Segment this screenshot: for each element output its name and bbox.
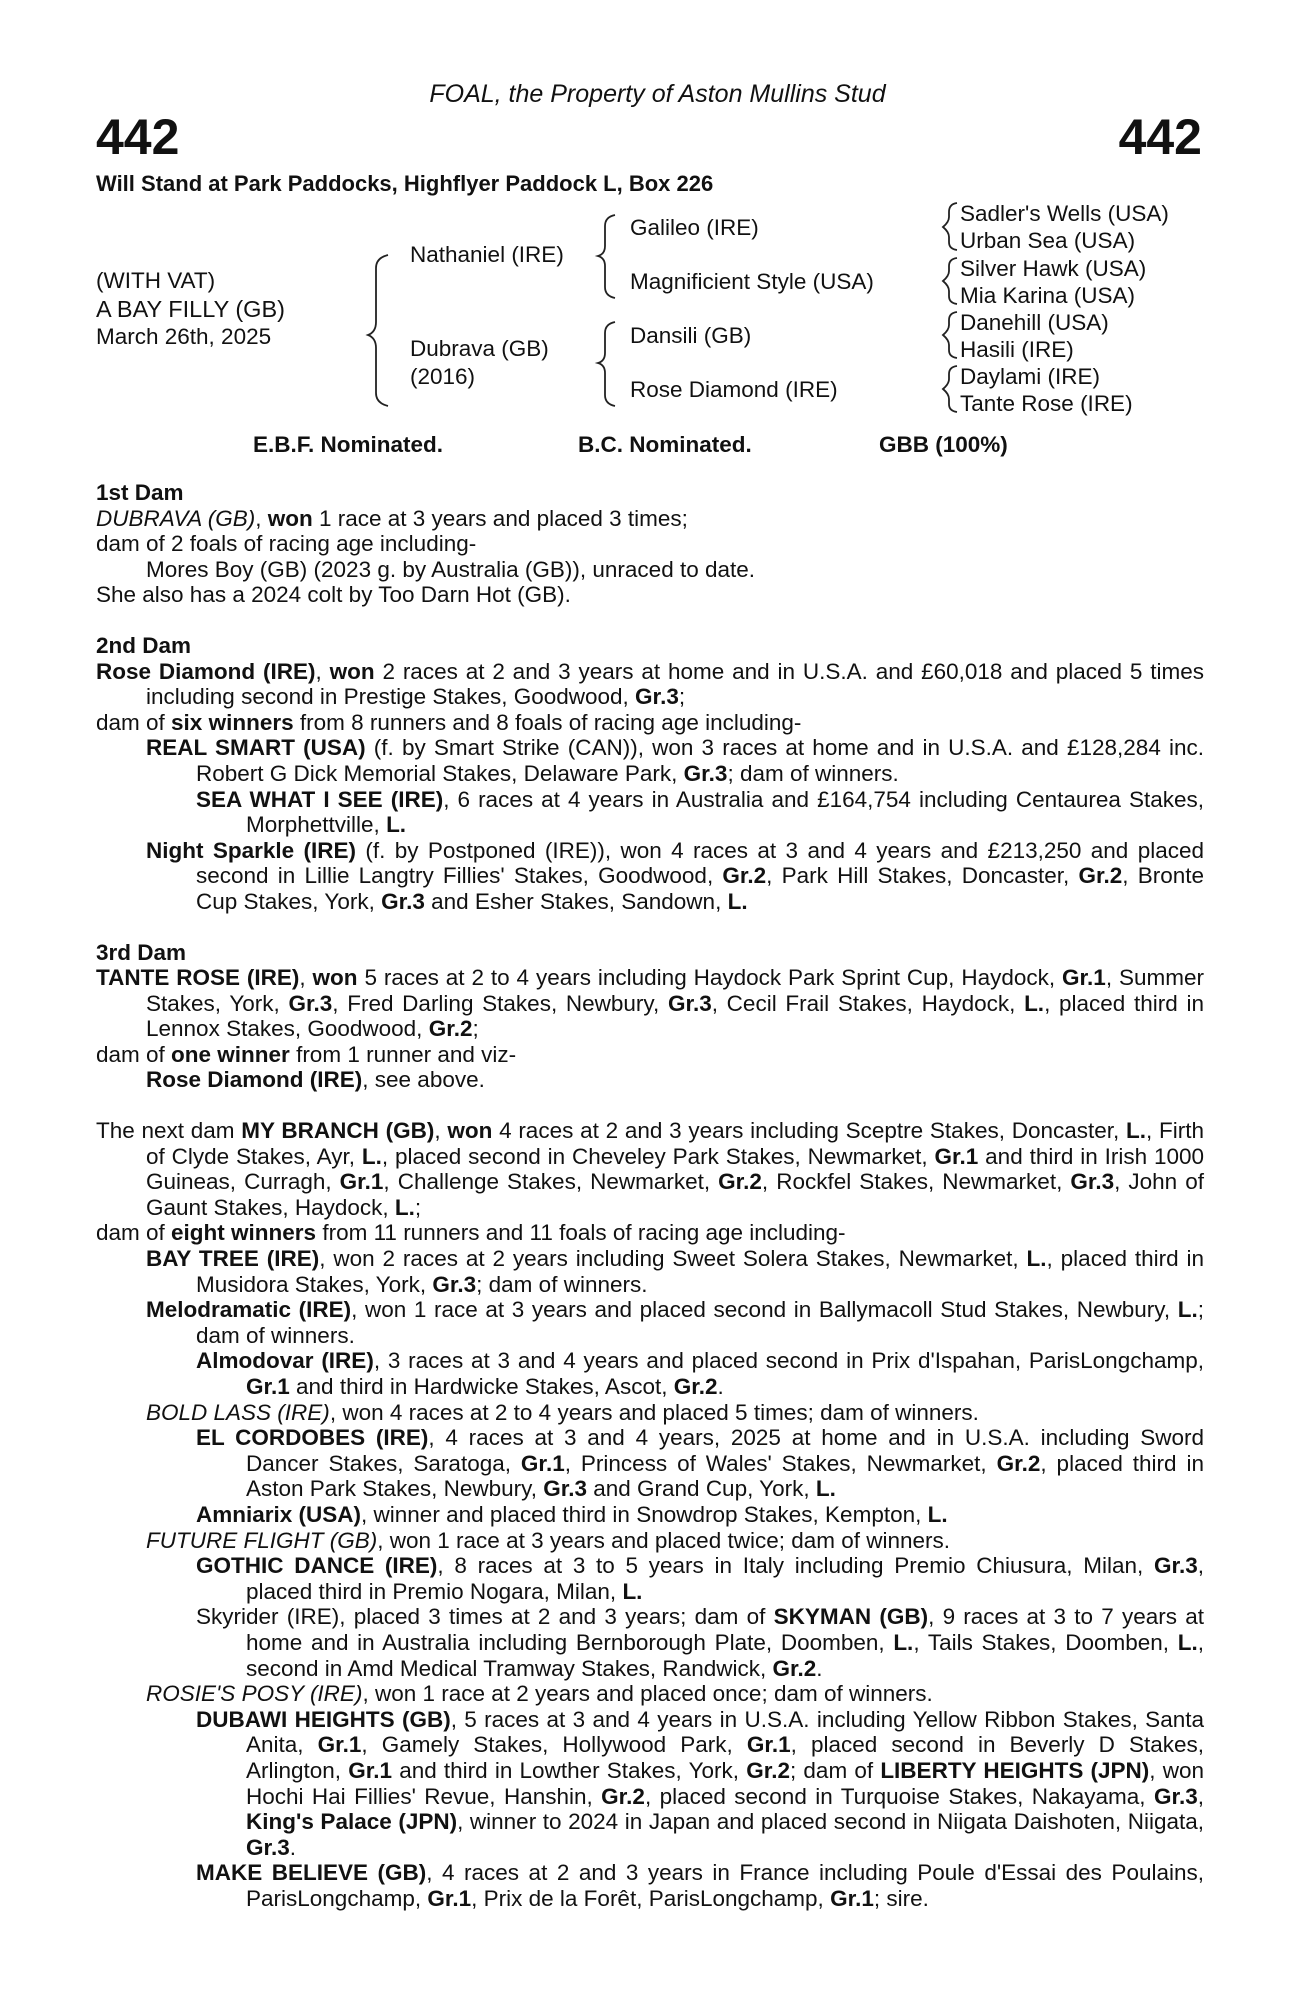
bc-nomination: B.C. Nominated. bbox=[578, 432, 752, 457]
brace-sd bbox=[943, 258, 957, 304]
ped-dss: Danehill (USA) bbox=[960, 310, 1109, 335]
ebf-nomination: E.B.F. Nominated. bbox=[253, 432, 444, 457]
ped-sss: Sadler's Wells (USA) bbox=[960, 201, 1169, 226]
dam-name: Dubrava (GB) bbox=[410, 336, 549, 361]
next-dam-section bbox=[96, 1118, 1204, 1911]
first-dam-foal: Mores Boy (GB) (2023 g. by Australia (GB)), unraced to date. bbox=[146, 556, 756, 582]
produce-rose-diamond: Rose Diamond (IRE), see above. bbox=[146, 1067, 485, 1093]
produce-sea-what-i-see: SEA WHAT I SEE (IRE), 6 races at 4 years in Australia and £164,754 including Centaurea Stakes, Morphettville, L. bbox=[196, 786, 1204, 838]
first-dam-section bbox=[96, 480, 1204, 608]
pedigree-notes bbox=[96, 480, 1204, 1911]
produce-almodovar: Almodovar (IRE), 3 races at 3 and 4 years and placed second in Prix d'Ispahan, ParisLongchamp, Gr.1 and third in Hardwicke Stakes, Ascot, Gr.2. bbox=[196, 1348, 1204, 1399]
produce-bold-lass: BOLD LASS (IRE), won 4 races at 2 to 4 years and placed 5 times; dam of winners. bbox=[146, 1399, 979, 1425]
first-dam-produce-line: dam of 2 foals of racing age including- bbox=[96, 531, 477, 557]
brace-sire bbox=[598, 215, 615, 298]
vat-label: (WITH VAT) bbox=[96, 268, 216, 293]
foal-name: A BAY FILLY (GB) bbox=[96, 296, 285, 322]
second-dam-heading: 2nd Dam bbox=[96, 632, 192, 658]
ped-ddd: Tante Rose (IRE) bbox=[960, 391, 1133, 416]
produce-el-cordobes: EL CORDOBES (IRE), 4 races at 3 and 4 years, 2025 at home and in U.S.A. including Sword Dancer Stakes, Saratoga, Gr.1, Princess of Wales' Stakes, Newmarket, Gr.2, placed third in Aston Park Stakes, Newbury, Gr.3 and Grand Cup, York, L. bbox=[196, 1425, 1204, 1502]
third-dam-produce: dam of one winner from 1 runner and viz- bbox=[96, 1041, 517, 1067]
ped-dsd: Hasili (IRE) bbox=[960, 337, 1074, 362]
next-dam-record: The next dam MY BRANCH (GB), won 4 races at 2 and 3 years including Sceptre Stakes, Doncaster, L., Firth of Clyde Stakes, Ayr, L., placed second in Cheveley Park Stakes, Newmarket, Gr.1 and third in Irish 1000 Guineas, Curragh, Gr.1, Challenge Stakes, Newmarket, Gr.2, Rockfel Stakes, Newmarket, Gr.3, John of Gaunt Stakes, Haydock, L.; bbox=[96, 1118, 1204, 1220]
first-dam-note: She also has a 2024 colt by Too Darn Hot (GB). bbox=[96, 582, 571, 608]
gbb-badge: GBB (100%) bbox=[879, 432, 1008, 457]
foal-dob: March 26th, 2025 bbox=[96, 324, 272, 349]
third-dam-heading: 3rd Dam bbox=[96, 939, 187, 965]
first-dam-line: DUBRAVA (GB), won 1 race at 3 years and placed 3 times; bbox=[96, 505, 688, 531]
produce-real-smart: REAL SMART (USA) (f. by Smart Strike (CAN)), won 3 races at home and in U.S.A. and £128,284 inc. Robert G Dick Memorial Stakes, Delaware Park, Gr.3; dam of winners. bbox=[146, 735, 1204, 786]
brace-dam bbox=[598, 322, 615, 406]
brace-ss bbox=[943, 203, 957, 250]
lot-number-left: 442 bbox=[96, 109, 180, 165]
third-dam-record: TANTE ROSE (IRE), won 5 races at 2 to 4 years including Haydock Park Sprint Cup, Haydock, Gr.1, Summer Stakes, York, Gr.3, Fred Darling Stakes, Newbury, Gr.3, Cecil Frail Stakes, Haydock, L., placed third in Lennox Stakes, Goodwood, Gr.2; bbox=[96, 965, 1204, 1042]
stabling-line: Will Stand at Park Paddocks, Highflyer Paddock L, Box 226 bbox=[96, 171, 714, 196]
produce-gothic-dance: GOTHIC DANCE (IRE), 8 races at 3 to 5 years in Italy including Premio Chiusura, Milan, Gr.3, placed third in Premio Nogara, Milan, L. bbox=[196, 1553, 1204, 1604]
next-dam-produce: dam of eight winners from 11 runners and 11 foals of racing age including- bbox=[96, 1220, 846, 1246]
sire-name: Nathaniel (IRE) bbox=[410, 242, 564, 267]
produce-melodramatic: Melodramatic (IRE), won 1 race at 3 years and placed second in Ballymacoll Stud Stakes, Newbury, L.; dam of winners. bbox=[146, 1297, 1204, 1348]
lot-number-right: 442 bbox=[1118, 109, 1202, 165]
produce-make-believe: MAKE BELIEVE (GB), 4 races at 2 and 3 years in France including Poule d'Essai des Poulains, ParisLongchamp, Gr.1, Prix de la Forêt, ParisLongchamp, Gr.1; sire. bbox=[196, 1860, 1204, 1911]
dam-dam: Rose Diamond (IRE) bbox=[630, 377, 838, 402]
produce-amniarix: Amniarix (USA), winner and placed third in Snowdrop Stakes, Kempton, L. bbox=[196, 1501, 948, 1527]
ped-dds: Daylami (IRE) bbox=[960, 364, 1101, 389]
sire-sire: Galileo (IRE) bbox=[630, 215, 759, 240]
brace-ds bbox=[943, 312, 957, 358]
consignor-line: FOAL, the Property of Aston Mullins Stud bbox=[429, 80, 886, 108]
produce-night-sparkle: Night Sparkle (IRE) (f. by Postponed (IRE)), won 4 races at 3 and 4 years and £213,250 and placed second in Lillie Langtry Fillies' Stakes, Goodwood, Gr.2, Park Hill Stakes, Doncaster, Gr.2, Bronte Cup Stakes, York, Gr.3 and Esher Stakes, Sandown, L. bbox=[146, 837, 1204, 914]
brace-main bbox=[368, 255, 388, 406]
first-dam-heading: 1st Dam bbox=[96, 480, 184, 505]
dam-year: (2016) bbox=[410, 364, 476, 389]
second-dam-produce: dam of six winners from 8 runners and 8 foals of racing age including- bbox=[96, 709, 802, 735]
brace-dd bbox=[943, 366, 957, 412]
ped-ssd: Urban Sea (USA) bbox=[960, 228, 1136, 253]
sire-dam: Magnificient Style (USA) bbox=[630, 269, 874, 294]
produce-bay-tree: BAY TREE (IRE), won 2 races at 2 years including Sweet Solera Stakes, Newmarket, L., placed third in Musidora Stakes, York, Gr.3; dam of winners. bbox=[146, 1246, 1204, 1297]
produce-rosies-posy: ROSIE'S POSY (IRE), won 1 race at 2 years and placed once; dam of winners. bbox=[146, 1681, 933, 1707]
ped-sdd: Mia Karina (USA) bbox=[960, 283, 1136, 308]
dam-name: DUBRAVA (GB) bbox=[96, 505, 256, 531]
produce-future-flight: FUTURE FLIGHT (GB), won 1 race at 3 years and placed twice; dam of winners. bbox=[146, 1527, 951, 1553]
second-dam-record: Rose Diamond (IRE), won 2 races at 2 and 3 years at home and in U.S.A. and £60,018 and placed 5 times including second in Prestige Stakes, Goodwood, Gr.3; bbox=[96, 658, 1204, 710]
second-dam-section bbox=[96, 633, 1204, 915]
produce-skyrider: Skyrider (IRE), placed 3 times at 2 and 3 years; dam of SKYMAN (GB), 9 races at 3 to 7 years at home and in Australia including Bernborough Plate, Doomben, L., Tails Stakes, Doomben, L., second in Amd Medical Tramway Stakes, Randwick, Gr.2. bbox=[196, 1604, 1204, 1681]
produce-dubawi-heights: DUBAWI HEIGHTS (GB), 5 races at 3 and 4 years in U.S.A. including Yellow Ribbon Stakes, Santa Anita, Gr.1, Gamely Stakes, Hollywood Park, Gr.1, placed second in Beverly D Stakes, Arlington, Gr.1 and third in Lowther Stakes, York, Gr.2; dam of LIBERTY HEIGHTS (JPN), won Hochi Hai Fillies' Revue, Hanshin, Gr.2, placed second in Turquoise Stakes, Nakayama, Gr.3, King's Palace (JPN), winner to 2024 in Japan and placed second in Niigata Daishoten, Niigata, Gr.3. bbox=[196, 1706, 1205, 1860]
dam-sire: Dansili (GB) bbox=[630, 323, 752, 348]
ped-sds: Silver Hawk (USA) bbox=[960, 256, 1147, 281]
third-dam-section bbox=[96, 940, 1204, 1094]
